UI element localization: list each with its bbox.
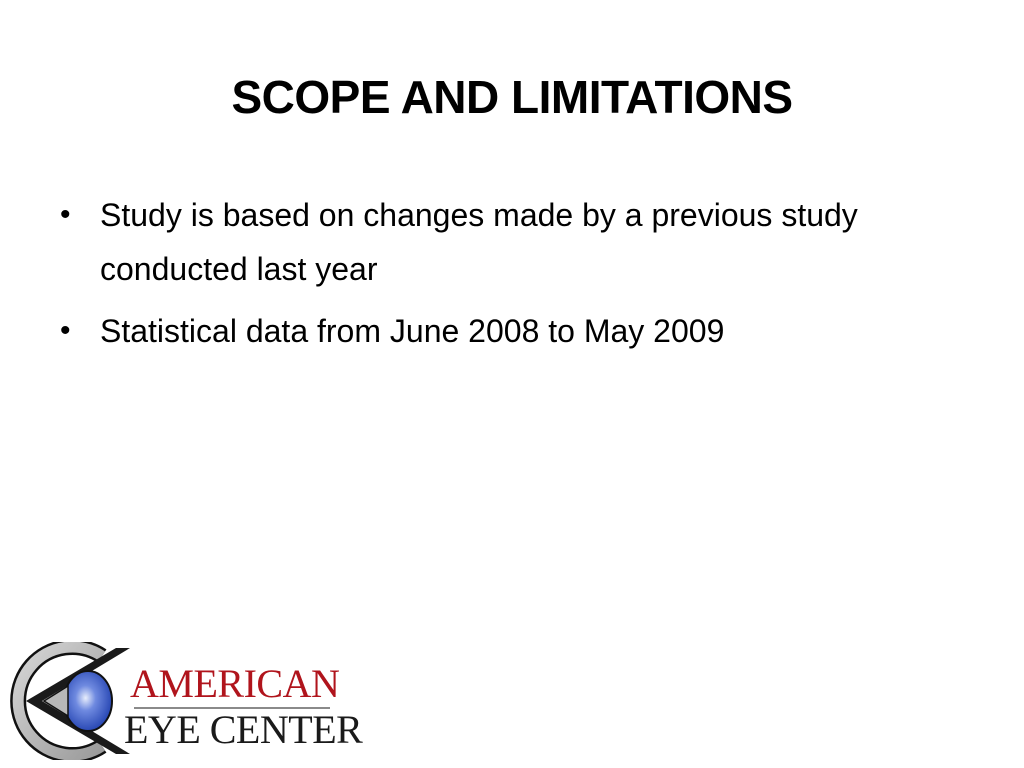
eye-logo-icon xyxy=(6,642,136,760)
bullet-dot: • xyxy=(60,198,71,231)
bullet-text: Statistical data from June 2008 to May 2009 xyxy=(100,313,725,349)
logo-text-eye-center: EYE CENTER xyxy=(124,707,363,752)
logo-text-american: AMERICAN xyxy=(130,661,340,706)
american-eye-center-logo xyxy=(6,642,363,760)
bullet-item xyxy=(58,188,978,296)
slide-title: SCOPE AND LIMITATIONS xyxy=(231,71,793,123)
bullet-text: Study is based on changes made by a previous study conducted last year xyxy=(100,197,858,287)
bullet-dot: • xyxy=(60,314,71,347)
bullet-item xyxy=(58,304,978,358)
bullet-list xyxy=(58,188,978,366)
